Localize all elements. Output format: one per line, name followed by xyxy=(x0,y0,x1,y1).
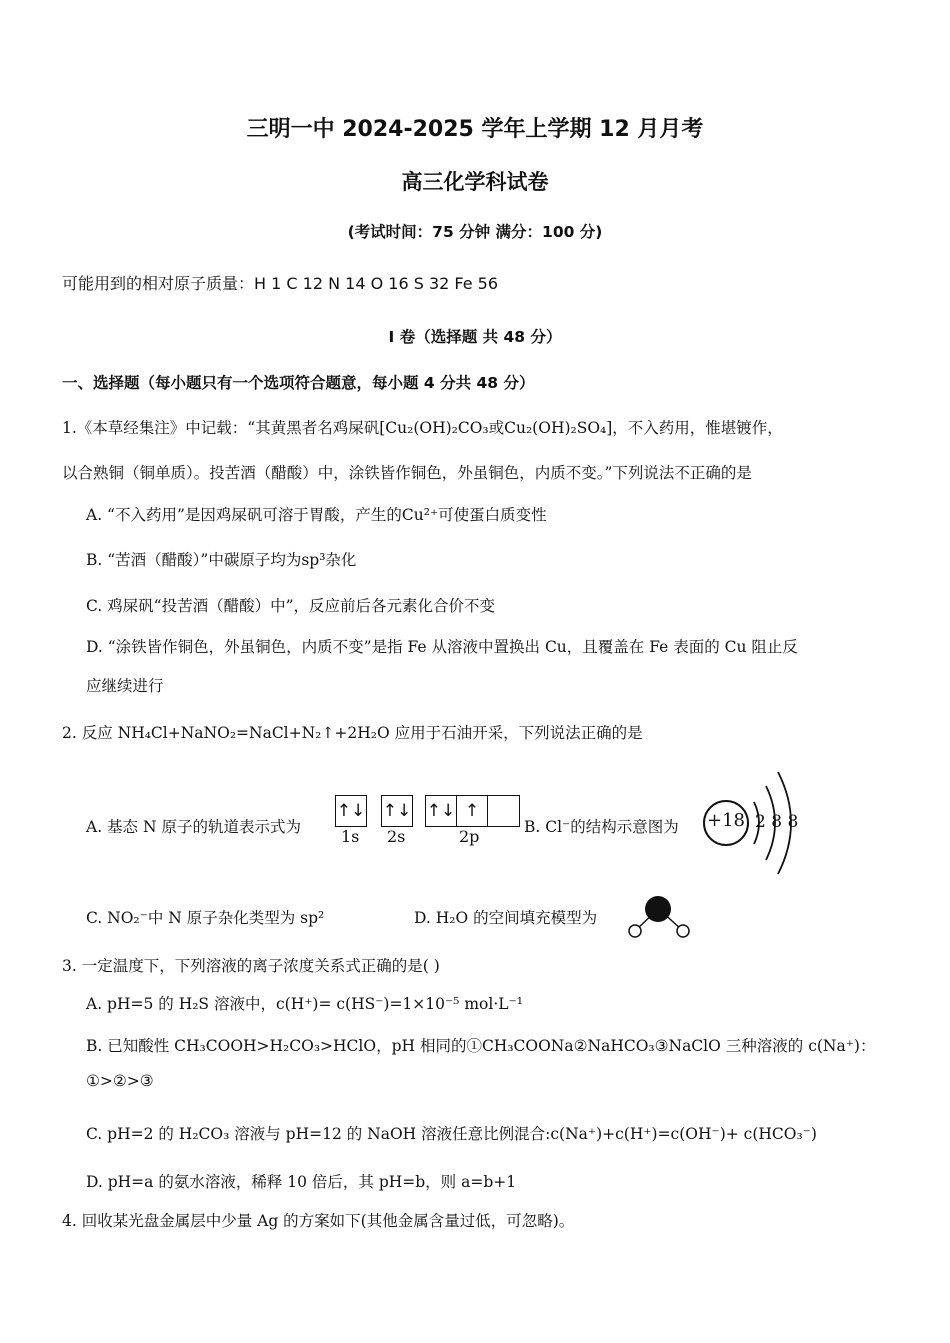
q2-option-d: D. H₂O 的空间填充模型为 xyxy=(414,909,598,927)
exam-title: 三明一中 2024-2025 学年上学期 12 月月考 xyxy=(246,117,704,142)
nucleus-charge: +18 xyxy=(707,810,745,831)
q3-stem: 3. 一定温度下，下列溶液的离子浓度关系式正确的是( ) xyxy=(62,957,440,975)
orbital-label-2p: 2p xyxy=(459,827,480,846)
q1-option-b: B. “苦酒（醋酸）”中碳原子均为sp³杂化 xyxy=(86,551,357,569)
q3-option-a: A. pH=5 的 H₂S 溶液中，c(H⁺)= c(HS⁻)=1×10⁻⁵ mol·L⁻¹ xyxy=(86,995,523,1013)
q1-option-d-line2: 应继续进行 xyxy=(86,677,164,695)
orbital-diagram xyxy=(335,795,520,851)
cl-ion-structure-diagram xyxy=(702,768,810,878)
q3-option-d: D. pH=a 的氨水溶液，稀释 10 倍后，其 pH=b，则 a=b+1 xyxy=(86,1173,517,1191)
water-molecule-icon xyxy=(624,893,694,939)
orbital-label-1s: 1s xyxy=(341,827,360,846)
q2-option-b: B. Cl⁻的结构示意图为 xyxy=(524,818,679,836)
q2-option-a: A. 基态 N 原子的轨道表示式为 xyxy=(86,818,301,836)
q4-stem: 4. 回收某光盘金属层中少量 Ag 的方案如下(其他金属含量过低，可忽略)。 xyxy=(62,1212,575,1230)
orbital-electrons-2p-3 xyxy=(488,796,518,826)
orbital-label-2s: 2s xyxy=(387,827,406,846)
orbital-electrons-2p-1: ↑↓ xyxy=(426,796,457,826)
orbital-electrons-2p-2: ↑ xyxy=(457,796,488,826)
orbital-box-1s xyxy=(335,795,367,827)
orbital-box-2s xyxy=(381,795,413,827)
q3-option-b-line1: B. 已知酸性 CH₃COOH>H₂CO₃>HClO，pH 相同的①CH₃COONa②NaHCO₃③NaClO 三种溶液的 c(Na⁺)： xyxy=(86,1037,876,1055)
exam-subject: 高三化学科试卷 xyxy=(401,170,549,194)
q1-stem-line2: 以合熟铜（铜单质）。投苦酒（醋酸）中，涂铁皆作铜色，外虽铜色，内质不变。”下列说法不正确的是 xyxy=(62,464,752,482)
q1-option-c: C. 鸡屎矾“投苦酒（醋酸）中”，反应前后各元素化合价不变 xyxy=(86,597,496,615)
q3-option-b-line2: ①>②>③ xyxy=(86,1072,154,1090)
q1-stem-line1: 1.《本草经集注》中记载：“其黄黑者名鸡屎矾[Cu₂(OH)₂CO₃或Cu₂(OH)₂SO₄]，不入药用，惟堪镀作， xyxy=(62,419,783,437)
q2-option-c: C. NO₂⁻中 N 原子杂化类型为 sp² xyxy=(86,909,325,927)
q1-option-a: A. “不入药用”是因鸡屎矾可溶于胃酸，产生的Cu²⁺可使蛋白质变性 xyxy=(86,506,547,524)
q2-stem: 2. 反应 NH₄Cl+NaNO₂=NaCl+N₂↑+2H₂O 应用于石油开采，下列说法正确的是 xyxy=(62,724,643,742)
orbital-box-2p xyxy=(425,795,520,827)
water-space-filling-model xyxy=(624,893,694,939)
orbital-electrons-2s: ↑↓ xyxy=(382,801,412,821)
q1-option-d-line1: D. “涂铁皆作铜色，外虽铜色，内质不变”是指 Fe 从溶液中置换出 Cu，且覆盖在 Fe 表面的 Cu 阻止反 xyxy=(86,638,798,656)
atomic-masses: 可能用到的相对原子质量：H 1 C 12 N 14 O 16 S 32 Fe 56 xyxy=(62,274,499,293)
q3-option-c: C. pH=2 的 H₂CO₃ 溶液与 pH=12 的 NaOH 溶液任意比例混合:c(Na⁺)+c(H⁺)=c(OH⁻)+ c(HCO₃⁻) xyxy=(86,1125,817,1143)
electron-shells: 2 8 8 xyxy=(755,812,799,832)
volume-heading: I 卷（选择题 共 48 分） xyxy=(388,328,562,346)
orbital-electrons-1s: ↑↓ xyxy=(336,801,366,821)
exam-time-info: (考试时间：75 分钟 满分：100 分) xyxy=(347,223,603,241)
section-heading: 一、选择题（每小题只有一个选项符合题意，每小题 4 分共 48 分） xyxy=(62,374,535,392)
